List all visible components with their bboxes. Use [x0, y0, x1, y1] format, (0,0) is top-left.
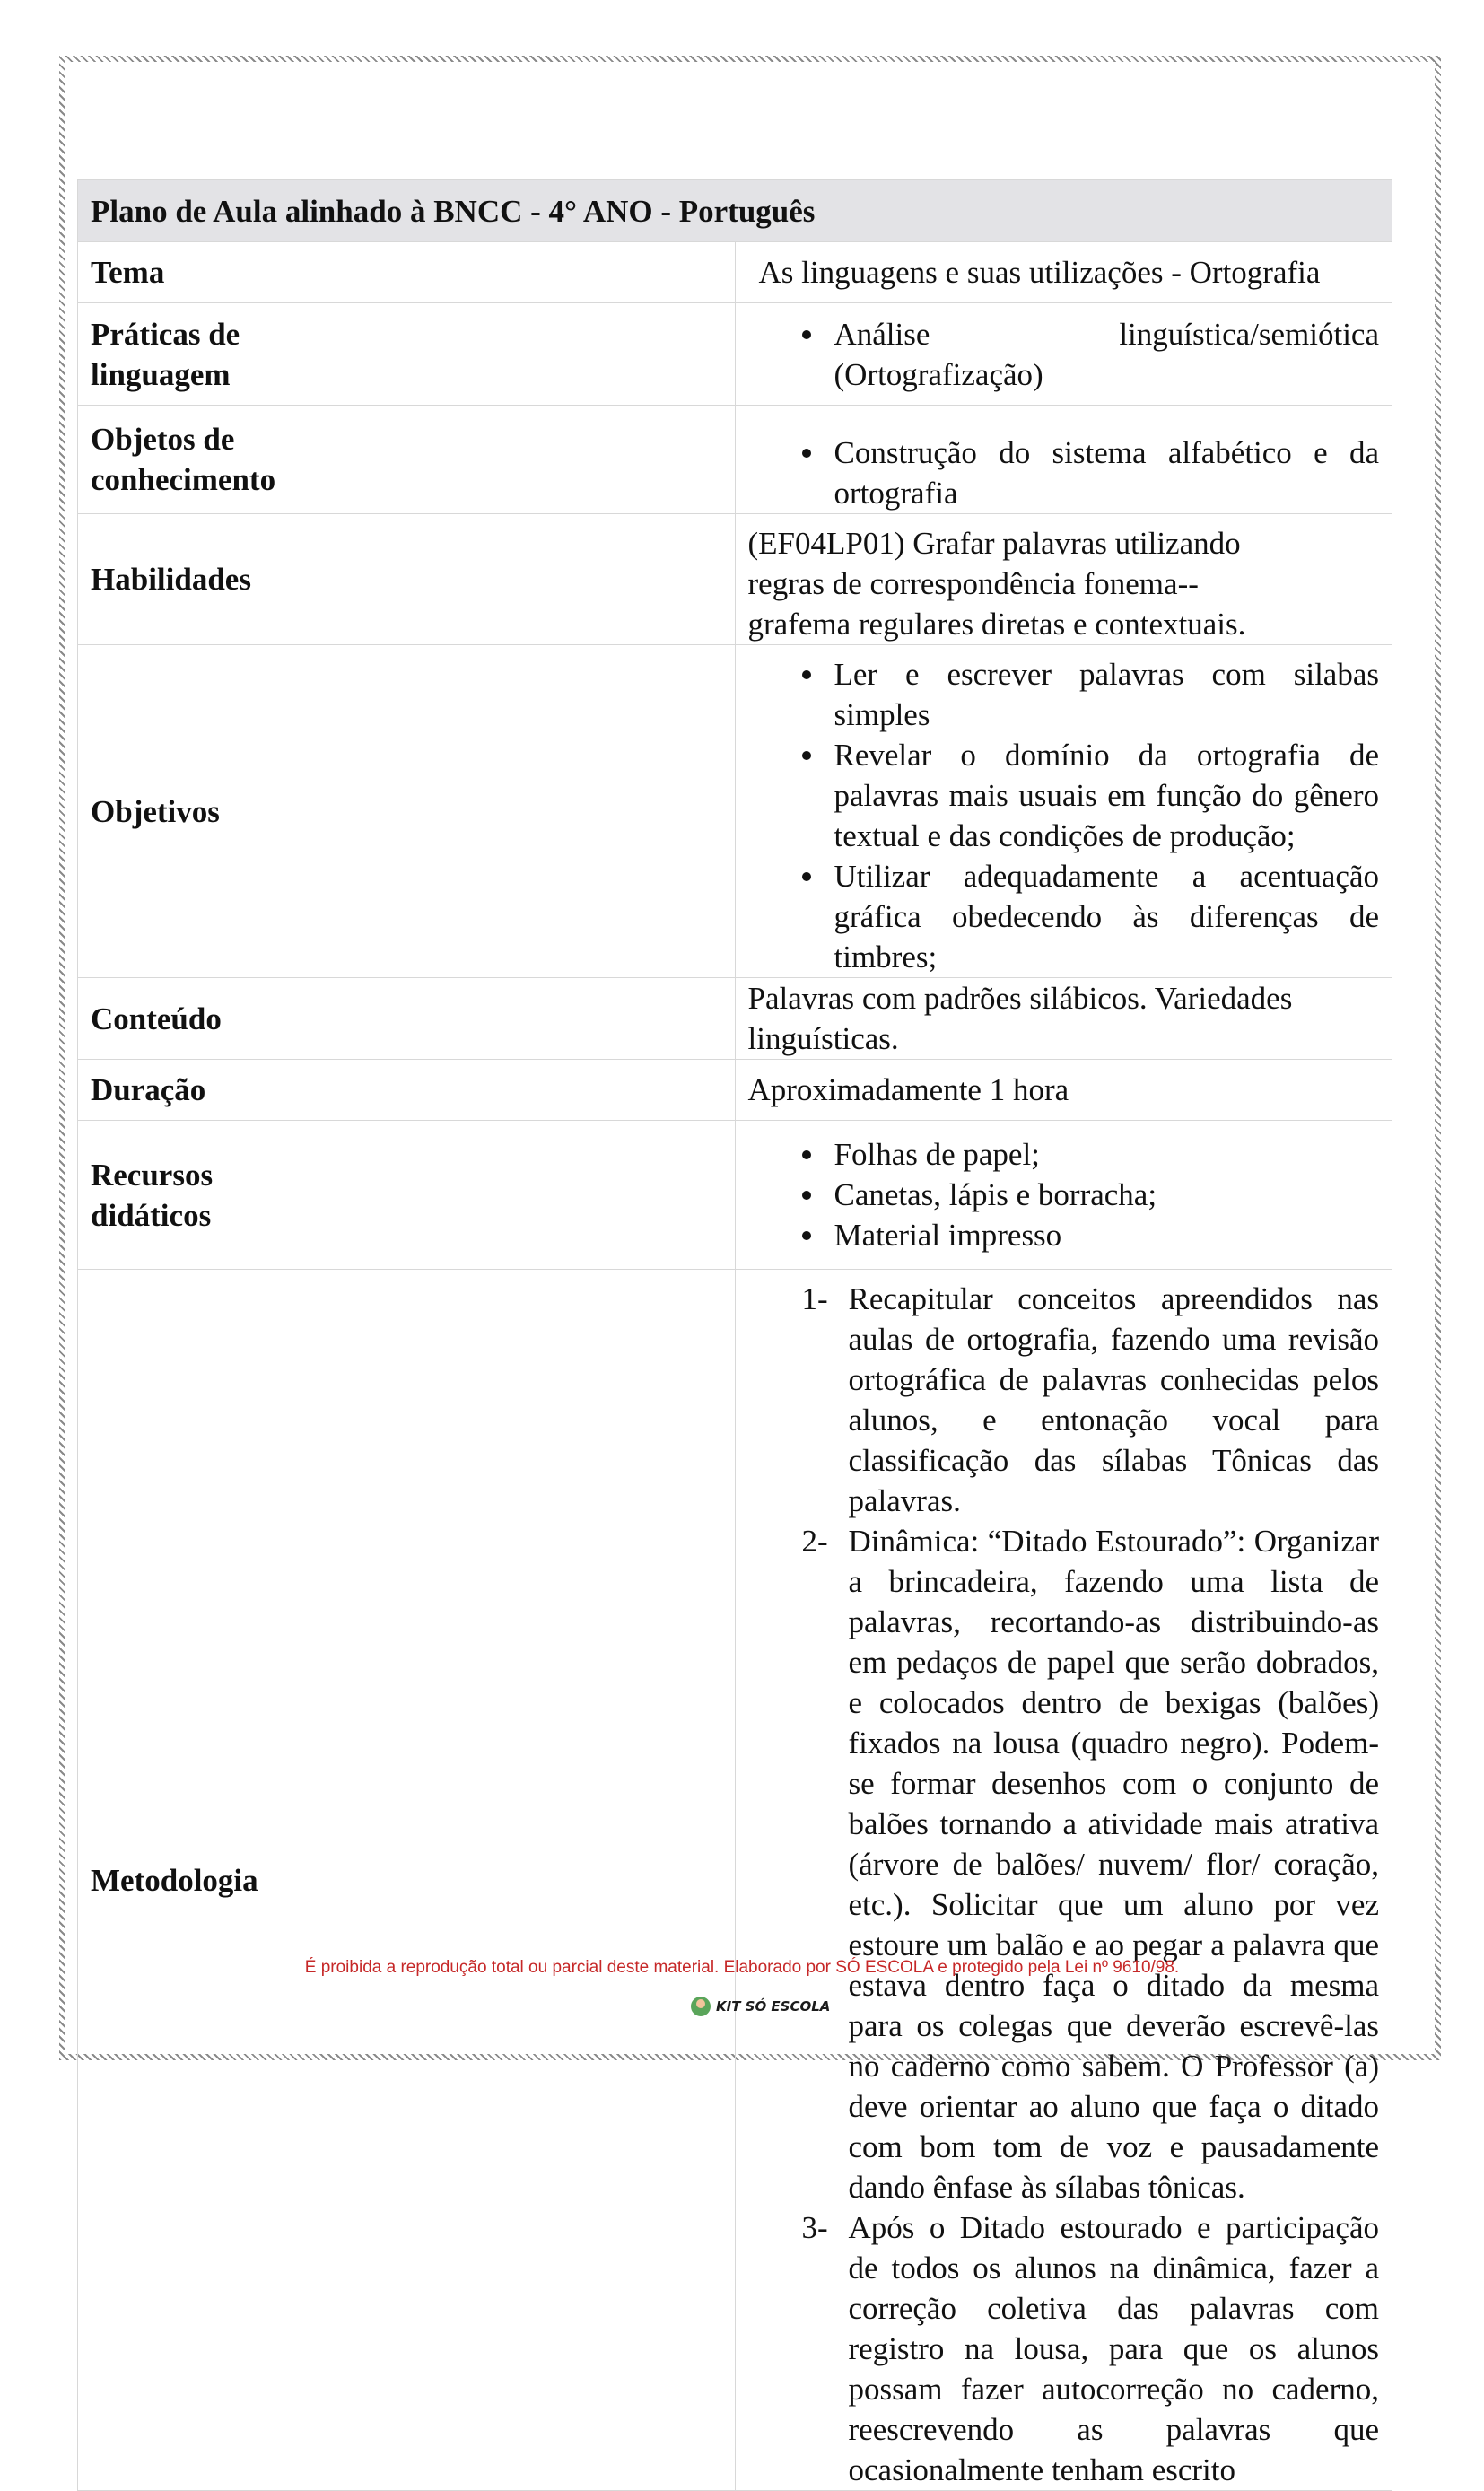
label-objetos	[78, 406, 736, 514]
list-item: Ler e escrever palavras com silabas simples	[799, 654, 1380, 735]
row-conteudo	[78, 978, 1392, 1060]
label-objetos-line1: Objetos de	[91, 422, 235, 457]
row-metodologia	[78, 1270, 1392, 2491]
list-item: Análise linguística/semiótica (Ortografização)	[799, 314, 1380, 395]
item-text: Dinâmica: “Ditado Estourado”: Organizar a brincadeira, fazendo uma lista de palavras, recortando-as distribuindo-as em pedaços de papel que serão dobrados, e colocados dentro de bexigas (balões) fixados na lousa (quadro negro). Podem-se formar desenhos com o conjunto de balões tornando a atividade mais atrativa (árvore de balões/ nuvem/ flor/ coração, etc.). Solicitar que um aluno por vez estoure um balão e ao pegar a palavra que estava dentro faça o ditado da mesma para os colegas que deverão escrevê-las no caderno como sabem. O Professor (a) deve orientar ao aluno que faça o ditado com bom tom de voz e pausadamente dando ênfase às sílabas tônicas.	[848, 1524, 1379, 2205]
list-item	[802, 1279, 1380, 1521]
value-objetivos	[735, 645, 1392, 978]
label-duracao: Duração	[78, 1060, 736, 1121]
value-metodologia	[735, 1270, 1392, 2491]
list-item	[802, 1521, 1380, 2207]
row-recursos	[78, 1121, 1392, 1270]
item-number: 1-	[801, 1281, 828, 1316]
label-praticas-line1: Práticas de	[91, 316, 240, 352]
value-praticas	[735, 303, 1392, 406]
item-number: 2-	[801, 1524, 828, 1559]
list-item: Revelar o domínio da ortografia de palavras mais usuais em função do gênero textual e das condições de produção;	[799, 735, 1380, 856]
row-habilidades	[78, 514, 1392, 645]
value-conteudo: Palavras com padrões silábicos. Variedades linguísticas.	[735, 978, 1392, 1060]
value-duracao: Aproximadamente 1 hora	[735, 1060, 1392, 1121]
label-recursos-line1: Recursos	[91, 1157, 214, 1193]
list-item: Folhas de papel;	[799, 1134, 1380, 1175]
label-recursos-line2: didáticos	[91, 1197, 212, 1233]
copyright-notice: É proibida a reprodução total ou parcial deste material. Elaborado por SÓ ESCOLA e protegido pela Lei nº 9610/98.	[304, 1958, 1180, 1977]
label-objetivos: Objetivos	[78, 645, 736, 978]
row-tema	[78, 242, 1392, 303]
row-duracao	[78, 1060, 1392, 1121]
label-praticas	[78, 303, 736, 406]
row-objetivos	[78, 645, 1392, 978]
logo	[691, 1994, 830, 2019]
logo-icon	[691, 1997, 711, 2016]
label-metodologia: Metodologia	[78, 1270, 736, 2491]
value-objetos	[735, 406, 1392, 514]
value-tema: As linguagens e suas utilizações - Ortografia	[735, 242, 1392, 303]
label-habilidades: Habilidades	[78, 514, 736, 645]
label-objetos-line2: conhecimento	[91, 462, 276, 497]
row-objetos	[78, 406, 1392, 514]
list-item: Construção do sistema alfabético e da ortografia	[799, 433, 1380, 513]
row-praticas	[78, 303, 1392, 406]
logo-text: KIT SÓ ESCOLA	[716, 1998, 831, 2015]
label-conteudo: Conteúdo	[78, 978, 736, 1060]
item-number: 3-	[801, 2210, 828, 2245]
item-text: Recapitular conceitos apreendidos nas aulas de ortografia, fazendo uma revisão ortográfica de palavras conhecidas pelos alunos, e entonação vocal para classificação das sílabas Tônicas das palavras.	[848, 1281, 1379, 1518]
item-text: Após o Ditado estourado e participação de todos os alunos na dinâmica, fazer a correção coletiva das palavras com registro na lousa, para que os alunos possam fazer autocorreção no caderno, reescrevendo as palavras que ocasionalmente tenham escrito	[848, 2210, 1379, 2487]
label-praticas-line2: linguagem	[91, 356, 231, 392]
list-item	[802, 2207, 1380, 2490]
label-tema: Tema	[78, 242, 736, 303]
value-habilidades: (EF04LP01) Grafar palavras utilizando regras de correspondência fonema--grafema regulares diretas e contextuais.	[735, 514, 1392, 645]
list-item: Material impresso	[799, 1215, 1380, 1255]
table-title: Plano de Aula alinhado à BNCC - 4° ANO - Português	[78, 180, 1392, 242]
label-recursos	[78, 1121, 736, 1270]
list-item: Utilizar adequadamente a acentuação gráfica obedecendo às diferenças de timbres;	[799, 856, 1380, 977]
lesson-plan-table	[77, 179, 1392, 2491]
value-recursos	[735, 1121, 1392, 1270]
list-item: Canetas, lápis e borracha;	[799, 1175, 1380, 1215]
table-header-row	[78, 180, 1392, 242]
